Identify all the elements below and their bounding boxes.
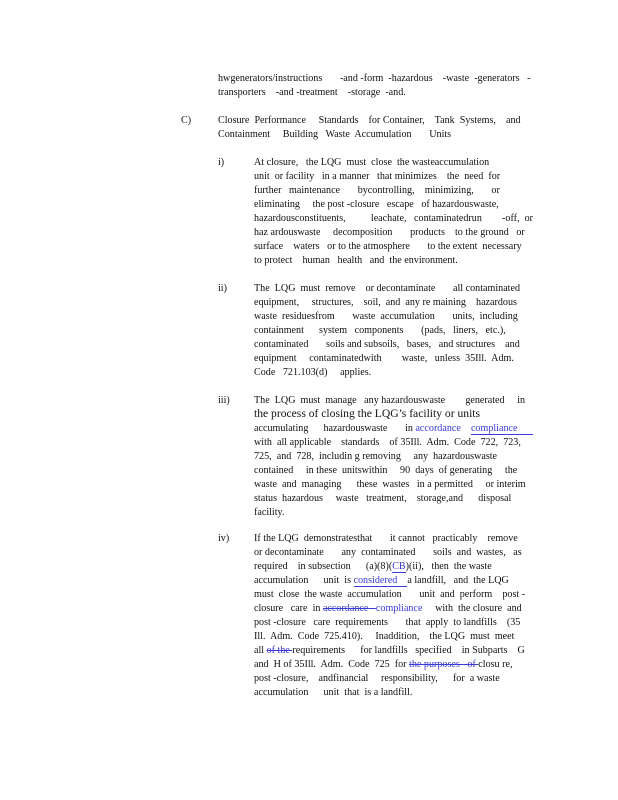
inserted-compliance: compliance	[375, 603, 423, 614]
item-iv-text: a landfill, and the LQG	[407, 575, 509, 586]
heading-line: Containment Building Waste Accumulation Units	[218, 129, 452, 140]
item-ii-line: equipment contaminatedwith waste, unless 35Ill. Adm.	[254, 353, 514, 364]
heading-line: Closure Performance Standards for Container, Tank Systems, and	[218, 115, 521, 126]
item-iv-line: Ill. Adm. Code 725.410). Inaddition, the LQG must meet	[254, 631, 515, 642]
item-iii-line: waste and managing these wastes in a permitted or interim	[254, 479, 526, 490]
item-ii-line: containment system components (pads, liners, etc.),	[254, 325, 506, 336]
item-iv-text: closu re,	[478, 659, 513, 670]
item-iii-line: facility.	[254, 507, 285, 518]
section-c-label: C)	[181, 115, 192, 126]
deleted-the-purposes-of: the purposes of	[409, 659, 479, 670]
item-ii-line: equipment, structures, soil, and any re maining hazardous	[254, 297, 517, 308]
item-ii-label: ii)	[218, 283, 227, 294]
deleted-accordance: accordance	[322, 603, 369, 614]
item-iii-line	[254, 422, 533, 436]
item-iv-line	[254, 602, 522, 616]
item-iv-text: )(ii), then the waste	[405, 561, 492, 572]
item-ii-line: The LQG must remove or decontaminate all contaminated	[254, 283, 521, 294]
item-iv-line: accumulation unit that is a landfill.	[254, 687, 413, 698]
item-i-line: At closure, the LQG must close the wasteaccumulation	[254, 157, 490, 168]
item-iii-line: The LQG must manage any hazardouswaste generated in	[254, 395, 526, 406]
inserted-cb: CB	[392, 561, 406, 572]
item-i-line: further maintenance bycontrolling, minimizing, or	[254, 185, 500, 196]
item-iii-line: status hazardous waste treatment, storage,and disposal	[254, 493, 512, 504]
item-ii-line: waste residuesfrom waste accumulation units, including	[254, 311, 518, 322]
item-i-line: unit or facility in a manner that minimizes the need for	[254, 171, 501, 182]
item-i-line: surface waters or to the atmosphere to the extent necessary	[254, 241, 522, 252]
item-i-line: hazardousconstituents, leachate, contaminatedrun -off, or	[254, 213, 533, 224]
item-iv-line: post -closure care requirements that apply to landfills (35	[254, 617, 521, 628]
item-iii-text: accumulating hazardouswaste in	[254, 423, 416, 434]
item-i-line: haz ardouswaste decomposition products to the ground or	[254, 227, 525, 238]
deleted-of-the: of the	[266, 645, 293, 656]
item-iv-text: all	[254, 645, 267, 656]
item-i-line: to protect human health and the environment.	[254, 255, 458, 266]
item-iv-text: with the closure and	[422, 603, 522, 614]
item-iii-line: with all applicable standards of 35Ill. Adm. Code 722, 723,	[254, 437, 521, 448]
item-ii-line: Code 721.103(d) applies.	[254, 367, 372, 378]
item-ii-line: contaminated soils and subsoils, bases, and structures and	[254, 339, 520, 350]
intro-line: transporters -and -treatment -storage -and.	[218, 87, 406, 98]
item-iv-text: closure care in	[254, 603, 323, 614]
item-iv-text: required in subsection (a)(8)(	[254, 561, 393, 572]
inserted-considered: considered	[353, 575, 398, 586]
item-iv-text: and H of 35Ill. Adm. Code 725 for	[254, 659, 410, 670]
item-i-line: eliminating the post -closure escape of hazardouswaste,	[254, 199, 499, 210]
item-iii-label: iii)	[218, 395, 230, 406]
intro-line: hwgenerators/instructions -and -form -hazardous -waste -generators -	[218, 73, 531, 84]
item-iii-line: 725, and 728, includin g removing any hazardouswaste	[254, 451, 498, 462]
inserted-compliance: compliance	[470, 423, 518, 434]
item-i-label: i)	[218, 157, 225, 168]
item-iv-line	[254, 644, 525, 658]
item-iv-line: or decontaminate any contaminated soils and wastes, as	[254, 547, 522, 558]
inserted-accordance: accordance	[415, 423, 461, 434]
item-iii-line: contained in these unitswithin 90 days of generating the	[254, 465, 518, 476]
item-iv-line: post -closure, andfinancial responsibility, for a waste	[254, 673, 500, 684]
item-iv-text: requirements for landfills specified in Subparts G	[292, 645, 525, 656]
item-iv-line	[254, 658, 513, 672]
item-iv-line: If the LQG demonstratesthat it cannot practicably remove	[254, 533, 518, 544]
item-iv-label: iv)	[218, 533, 230, 544]
item-iii-inserted-line: the process of closing the LQG’s facility or units	[254, 407, 481, 420]
item-iv-line	[254, 574, 509, 588]
item-iv-line	[254, 560, 492, 574]
item-iv-line: must close the waste accumulation unit and perform post -	[254, 589, 526, 600]
item-iv-text: accumulation unit is	[254, 575, 354, 586]
